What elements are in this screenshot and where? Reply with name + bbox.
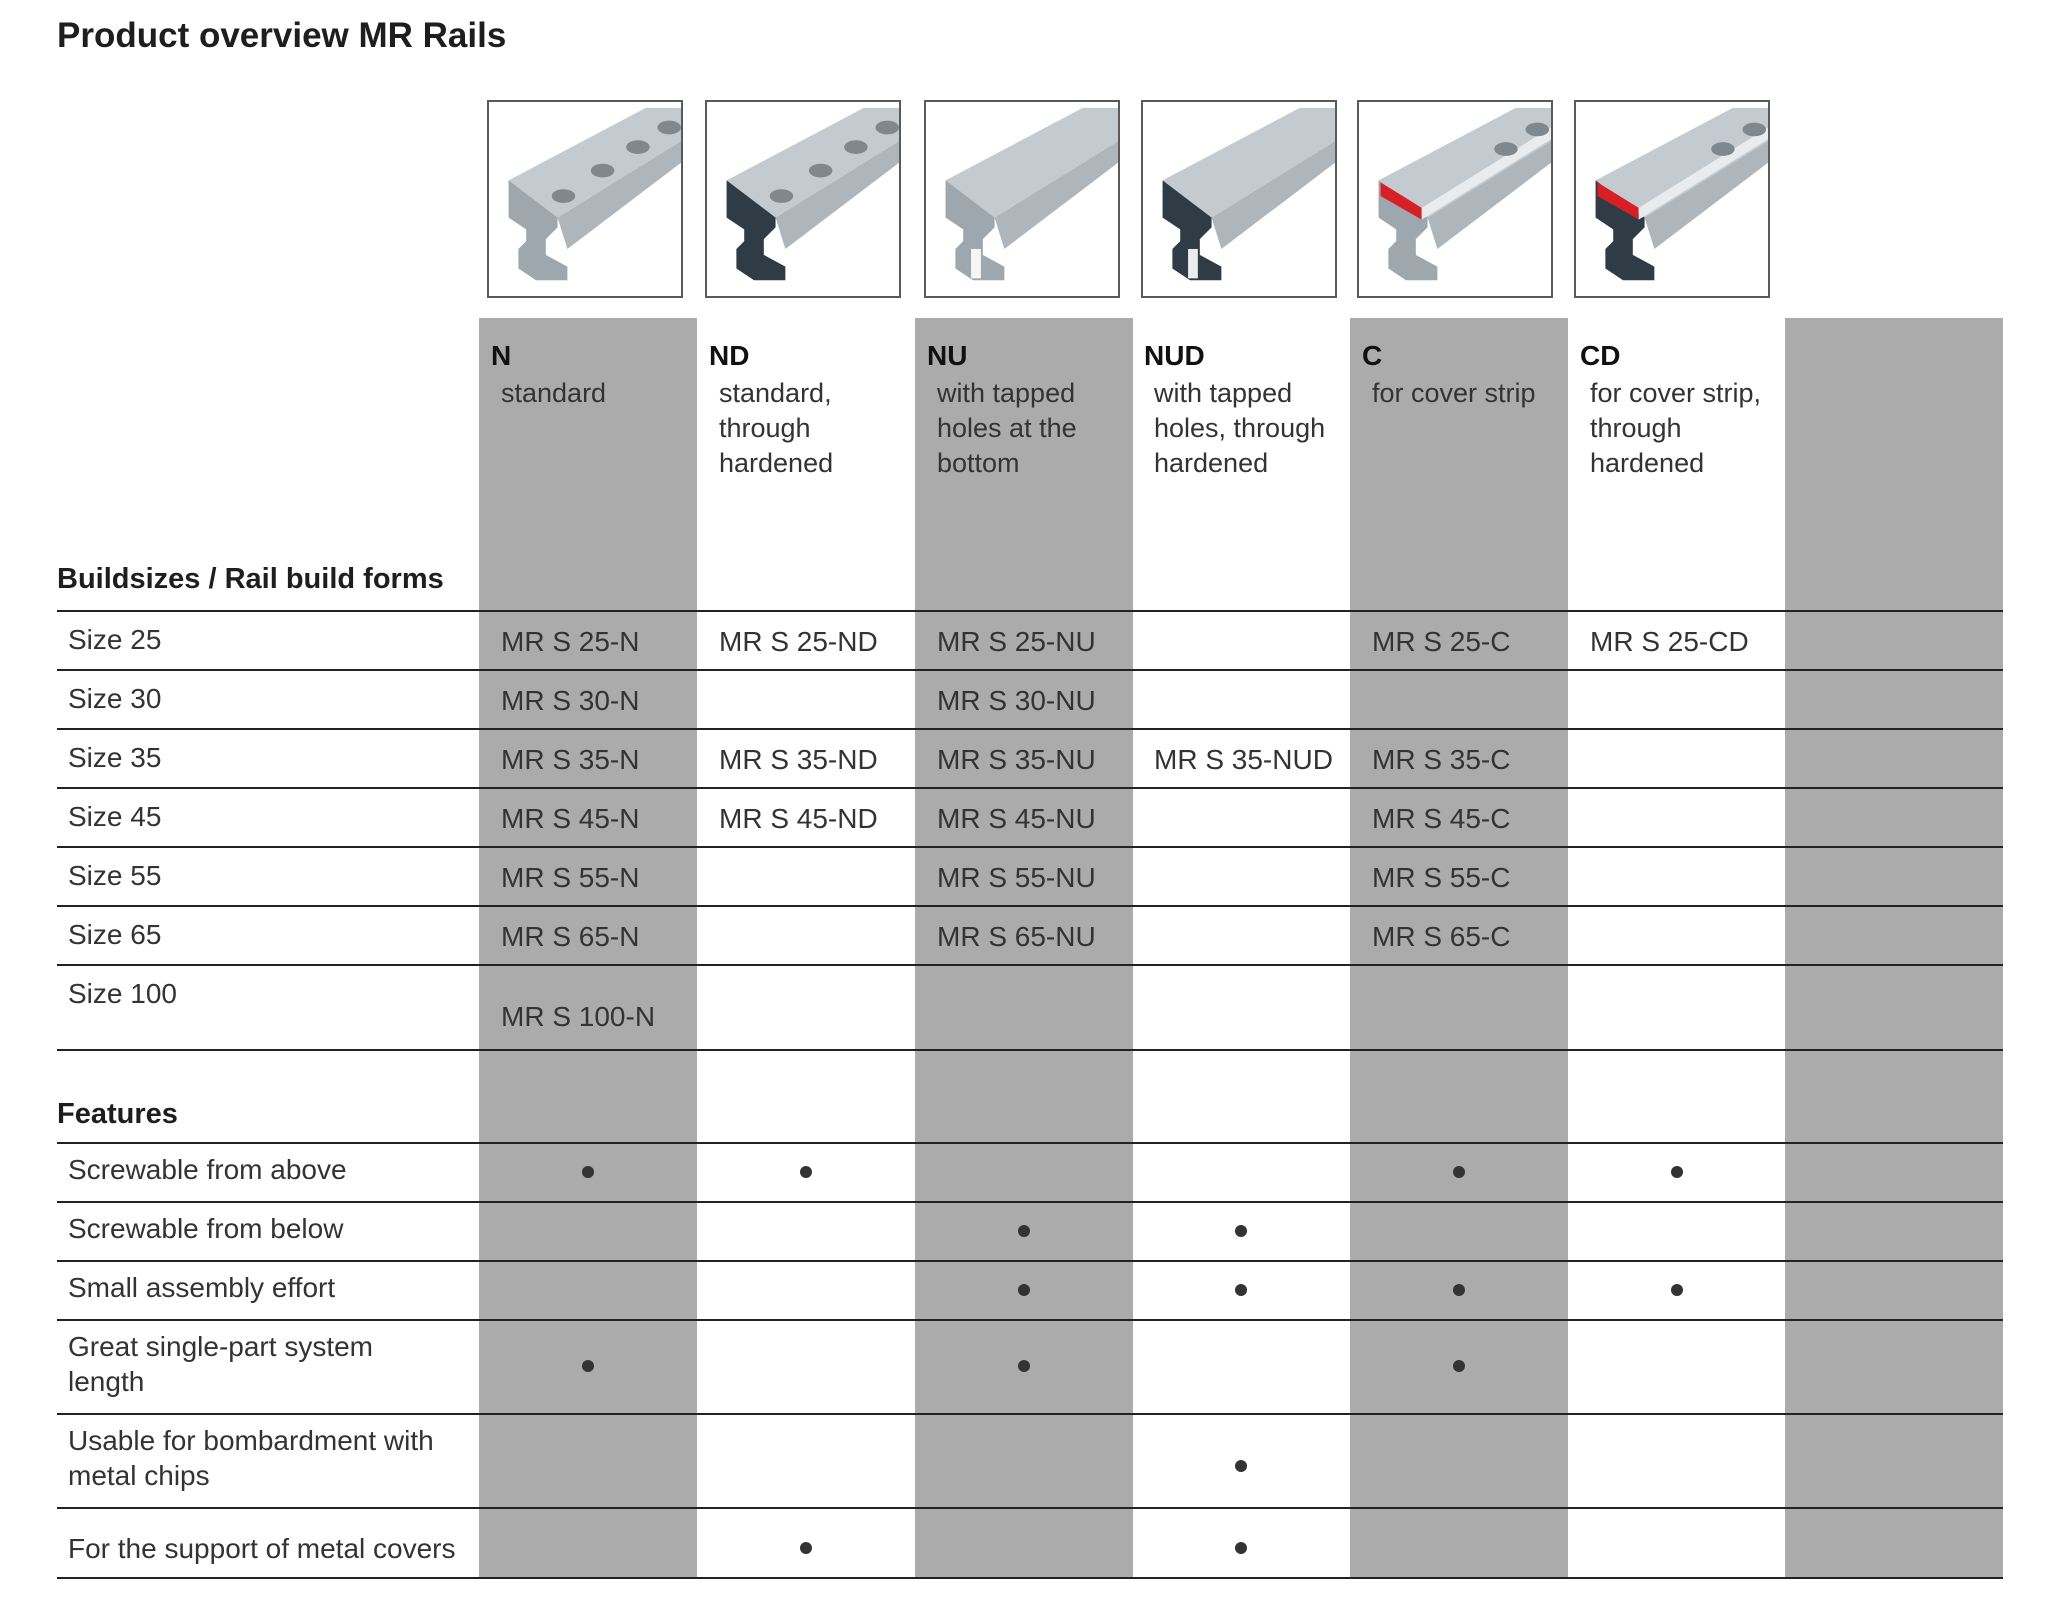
- feature-label-line: Great single-part system: [68, 1331, 373, 1362]
- column-code: N: [491, 340, 512, 371]
- part-number: MR S 35-NUD: [1154, 744, 1333, 775]
- column-header-n: [491, 340, 701, 411]
- part-number: MR S 25-ND: [719, 626, 878, 657]
- feature-label: [68, 1531, 468, 1566]
- feature-label-line: Small assembly effort: [68, 1272, 336, 1303]
- row-divider: [57, 1049, 2003, 1051]
- feature-mark-dot: [1018, 1360, 1030, 1372]
- column-description: [501, 376, 701, 411]
- feature-mark-dot: [1235, 1460, 1247, 1472]
- column-header-c: [1362, 340, 1572, 411]
- sizes-heading: Buildsizes / Rail build forms: [57, 563, 444, 595]
- column-band: [1785, 318, 2003, 1578]
- column-code: ND: [709, 340, 750, 371]
- feature-label-line: length: [68, 1366, 145, 1397]
- part-number: MR S 35-NU: [937, 744, 1096, 775]
- column-description-line: holes at the: [937, 413, 1077, 443]
- part-number: MR S 25-N: [501, 626, 640, 657]
- feature-label-line: Screwable from above: [68, 1154, 347, 1185]
- part-number: MR S 25-C: [1372, 626, 1511, 657]
- column-description-line: for cover strip,: [1590, 378, 1762, 408]
- feature-label: [68, 1270, 468, 1305]
- column-description: [1590, 376, 1790, 481]
- column-header-nu: [927, 340, 1137, 481]
- column-description-line: hardened: [719, 448, 834, 478]
- feature-label-line: For the support of metal covers: [68, 1533, 456, 1564]
- column-description-line: holes, through: [1154, 413, 1326, 443]
- column-description-line: through: [719, 413, 811, 443]
- part-number: MR S 100-N: [501, 1001, 656, 1032]
- part-number: MR S 35-ND: [719, 744, 878, 775]
- column-description-line: bottom: [937, 448, 1020, 478]
- part-number: MR S 25-CD: [1590, 626, 1749, 657]
- rail-image-c: [1357, 100, 1553, 298]
- part-number: MR S 55-NU: [937, 862, 1096, 893]
- column-header-nud: [1144, 340, 1354, 481]
- rail-image-nud: [1141, 100, 1337, 298]
- feature-mark-dot: [1453, 1284, 1465, 1296]
- column-header-cd: [1580, 340, 1790, 481]
- rail-image-n: [487, 100, 683, 298]
- size-label: Size 55: [68, 860, 162, 891]
- feature-label-line: metal chips: [68, 1460, 210, 1491]
- part-number: MR S 45-C: [1372, 803, 1511, 834]
- part-number: MR S 25-NU: [937, 626, 1096, 657]
- row-divider: [57, 1413, 2003, 1415]
- column-description-line: hardened: [1590, 448, 1705, 478]
- size-label: Size 45: [68, 801, 162, 832]
- feature-mark-dot: [1671, 1284, 1683, 1296]
- column-description-line: through: [1590, 413, 1682, 443]
- part-number: MR S 35-C: [1372, 744, 1511, 775]
- feature-label: [68, 1211, 468, 1246]
- feature-mark-dot: [582, 1360, 594, 1372]
- column-description-line: hardened: [1154, 448, 1269, 478]
- page-title: Product overview MR Rails: [57, 16, 507, 55]
- row-divider: [57, 787, 2003, 789]
- feature-label-line: Usable for bombardment with: [68, 1425, 434, 1456]
- row-divider: [57, 728, 2003, 730]
- feature-mark-dot: [800, 1542, 812, 1554]
- feature-mark-dot: [1453, 1166, 1465, 1178]
- row-divider: [57, 1507, 2003, 1509]
- part-number: MR S 55-N: [501, 862, 640, 893]
- feature-mark-dot: [582, 1166, 594, 1178]
- column-description-line: for cover strip: [1372, 378, 1536, 408]
- column-description-line: standard: [501, 378, 607, 408]
- size-label: Size 100: [68, 978, 177, 1009]
- part-number: MR S 65-N: [501, 921, 640, 952]
- column-description: [937, 376, 1137, 481]
- column-code: C: [1362, 340, 1383, 371]
- feature-mark-dot: [1453, 1360, 1465, 1372]
- part-number: MR S 30-N: [501, 685, 640, 716]
- row-divider: [57, 846, 2003, 848]
- column-description-line: standard,: [719, 378, 832, 408]
- column-description: [1154, 376, 1354, 481]
- part-number: MR S 30-NU: [937, 685, 1096, 716]
- feature-label: [68, 1152, 468, 1187]
- part-number: MR S 45-NU: [937, 803, 1096, 834]
- feature-mark-dot: [1671, 1166, 1683, 1178]
- feature-mark-dot: [1018, 1284, 1030, 1296]
- column-code: CD: [1580, 340, 1621, 371]
- part-number: MR S 65-NU: [937, 921, 1096, 952]
- feature-label-line: Screwable from below: [68, 1213, 344, 1244]
- sizes-header-divider: [57, 610, 2003, 612]
- column-code: NUD: [1144, 340, 1205, 371]
- rail-image-nd: [705, 100, 901, 298]
- row-divider: [57, 1577, 2003, 1579]
- size-label: Size 25: [68, 624, 162, 655]
- row-divider: [57, 905, 2003, 907]
- part-number: MR S 65-C: [1372, 921, 1511, 952]
- part-number: MR S 45-ND: [719, 803, 878, 834]
- features-header-divider: [57, 1142, 2003, 1144]
- feature-mark-dot: [800, 1166, 812, 1178]
- feature-label: [68, 1329, 468, 1399]
- part-number: MR S 35-N: [501, 744, 640, 775]
- features-heading: Features: [57, 1098, 178, 1130]
- column-description: [1372, 376, 1572, 411]
- rail-image-cd: [1574, 100, 1770, 298]
- feature-mark-dot: [1235, 1542, 1247, 1554]
- row-divider: [57, 1201, 2003, 1203]
- column-header-nd: [709, 340, 919, 481]
- size-label: Size 35: [68, 742, 162, 773]
- part-number: MR S 45-N: [501, 803, 640, 834]
- feature-label: [68, 1423, 468, 1493]
- size-label: Size 65: [68, 919, 162, 950]
- feature-mark-dot: [1018, 1225, 1030, 1237]
- row-divider: [57, 669, 2003, 671]
- feature-mark-dot: [1235, 1225, 1247, 1237]
- column-description-line: with tapped: [937, 378, 1076, 408]
- column-description: [719, 376, 919, 481]
- row-divider: [57, 964, 2003, 966]
- column-description-line: with tapped: [1154, 378, 1293, 408]
- size-label: Size 30: [68, 683, 162, 714]
- row-divider: [57, 1319, 2003, 1321]
- row-divider: [57, 1260, 2003, 1262]
- rail-image-nu: [924, 100, 1120, 298]
- column-code: NU: [927, 340, 968, 371]
- part-number: MR S 55-C: [1372, 862, 1511, 893]
- feature-mark-dot: [1235, 1284, 1247, 1296]
